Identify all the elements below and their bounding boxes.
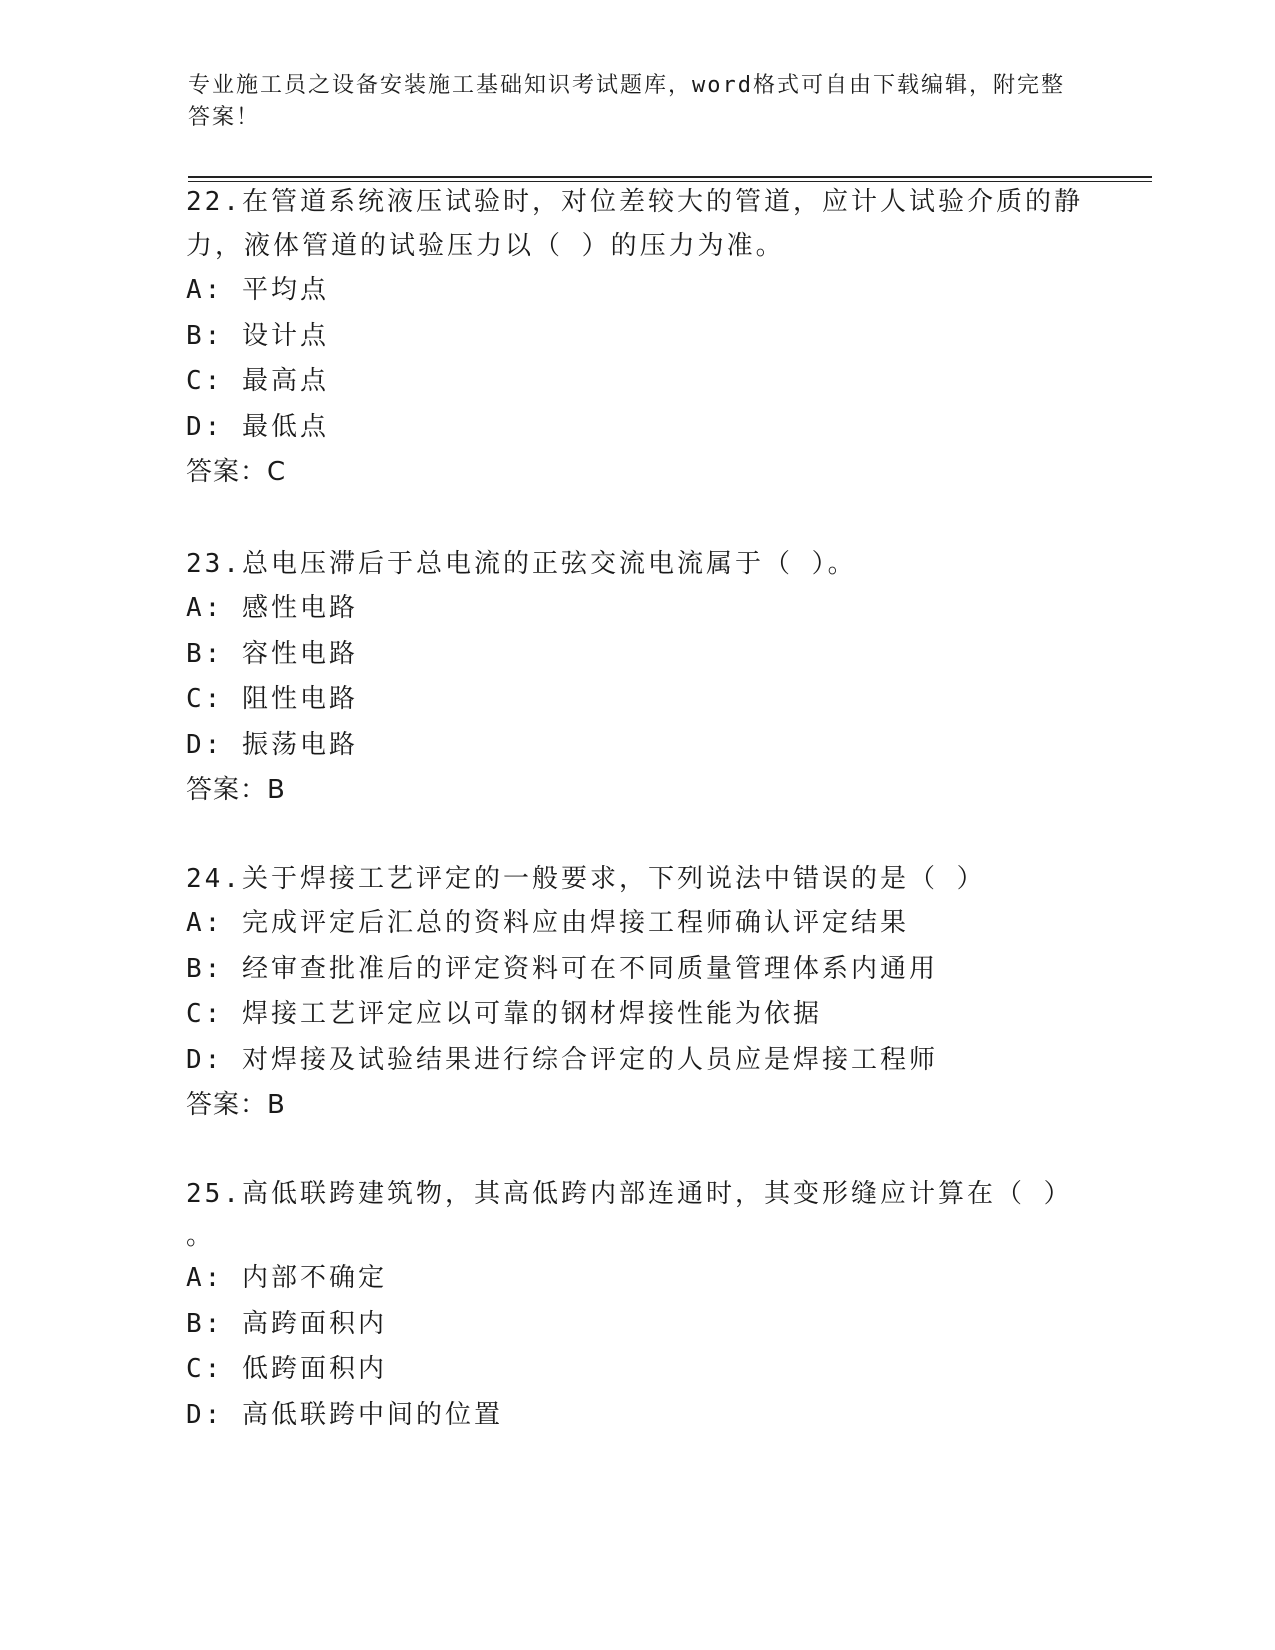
- question-stem: 25.高低联跨建筑物，其高低跨内部连通时，其变形缝应计算在（ ）: [186, 1179, 1073, 1209]
- option-a: A: 内部不确定: [186, 1263, 387, 1293]
- question-22: [186, 180, 1086, 495]
- option-d: D: 对焊接及试验结果进行综合评定的人员应是焊接工程师: [186, 1044, 938, 1075]
- question-stem: 22.在管道系统液压试验时，对位差较大的管道，应计人试验介质的静力，液体管道的试验压力以（ ）的压力为准。: [186, 187, 1083, 261]
- option-b: B: 经审查批准后的评定资料可在不同质量管理体系内通用: [186, 953, 938, 984]
- option-a: A: 平均点: [186, 275, 329, 305]
- answer-line: 答案：B: [186, 775, 286, 805]
- option-b: B: 高跨面积内: [186, 1308, 387, 1339]
- option-c: C: 阻性电路: [186, 684, 358, 714]
- header-divider-thick: [188, 176, 1152, 178]
- question-24: [186, 857, 1086, 1128]
- option-d: D: 最低点: [186, 411, 329, 442]
- option-c: C: 焊接工艺评定应以可靠的钢材焊接性能为依据: [186, 999, 822, 1029]
- question-stem: 23.总电压滞后于总电流的正弦交流电流属于（ ）。: [186, 549, 857, 579]
- option-d: D: 振荡电路: [186, 729, 358, 760]
- question-23: [186, 542, 1086, 813]
- option-b: B: 设计点: [186, 320, 329, 351]
- question-25: [186, 1172, 1086, 1438]
- option-d: D: 高低联跨中间的位置: [186, 1399, 503, 1430]
- document-header: 专业施工员之设备安装施工基础知识考试题库，word格式可自由下载编辑，附完整答案！: [188, 73, 1065, 130]
- question-stem: 24.关于焊接工艺评定的一般要求，下列说法中错误的是（ ）: [186, 864, 986, 894]
- option-b: B: 容性电路: [186, 638, 358, 669]
- option-c: C: 低跨面积内: [186, 1354, 387, 1384]
- question-stem-tail: 。: [186, 1221, 213, 1251]
- answer-line: 答案：C: [186, 457, 287, 487]
- option-c: C: 最高点: [186, 366, 329, 396]
- option-a: A: 感性电路: [186, 593, 358, 623]
- option-a: A: 完成评定后汇总的资料应由焊接工程师确认评定结果: [186, 908, 909, 938]
- answer-line: 答案：B: [186, 1090, 286, 1120]
